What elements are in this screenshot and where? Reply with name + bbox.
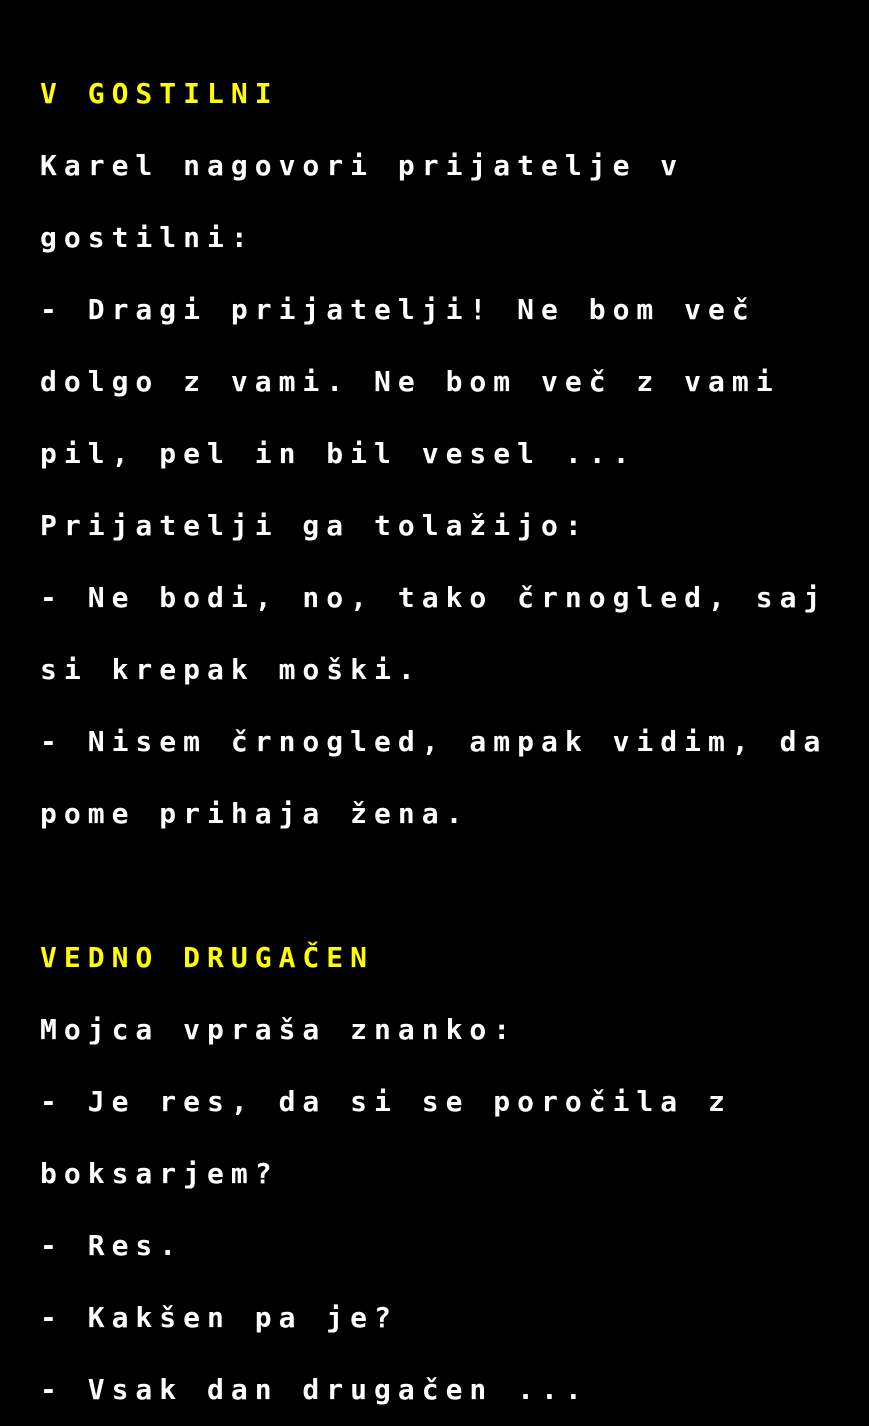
story-line: pil, pel in bil vesel ... xyxy=(40,437,637,470)
story-line: - Nisem črnogled, ampak vidim, da xyxy=(40,725,828,758)
story-line: - Je res, da si se poročila z xyxy=(40,1085,732,1118)
story-line: gostilni: xyxy=(40,221,255,254)
story-line: si krepak moški. xyxy=(40,653,422,686)
story-line: - Vsak dan drugačen ... xyxy=(40,1373,589,1406)
story-title: V GOSTILNI xyxy=(40,77,279,110)
story-line: - Dragi prijatelji! Ne bom več xyxy=(40,293,756,326)
blank-line xyxy=(40,874,860,898)
story-line: Mojca vpraša znanko: xyxy=(40,1013,518,1046)
story-line: - Ne bodi, no, tako črnogled, saj xyxy=(40,581,828,614)
story-line: - Res. xyxy=(40,1229,184,1262)
story-line: boksarjem? xyxy=(40,1157,279,1190)
story-line: - Kakšen pa je? xyxy=(40,1301,398,1334)
story-line: dolgo z vami. Ne bom več z vami xyxy=(40,365,780,398)
story-title: VEDNO DRUGAČEN xyxy=(40,941,375,974)
story-line: Prijatelji ga tolažijo: xyxy=(40,509,589,542)
teletext-page xyxy=(40,34,860,1426)
story-line: pome prihaja žena. xyxy=(40,797,470,830)
story-line: Karel nagovori prijatelje v xyxy=(40,149,685,182)
